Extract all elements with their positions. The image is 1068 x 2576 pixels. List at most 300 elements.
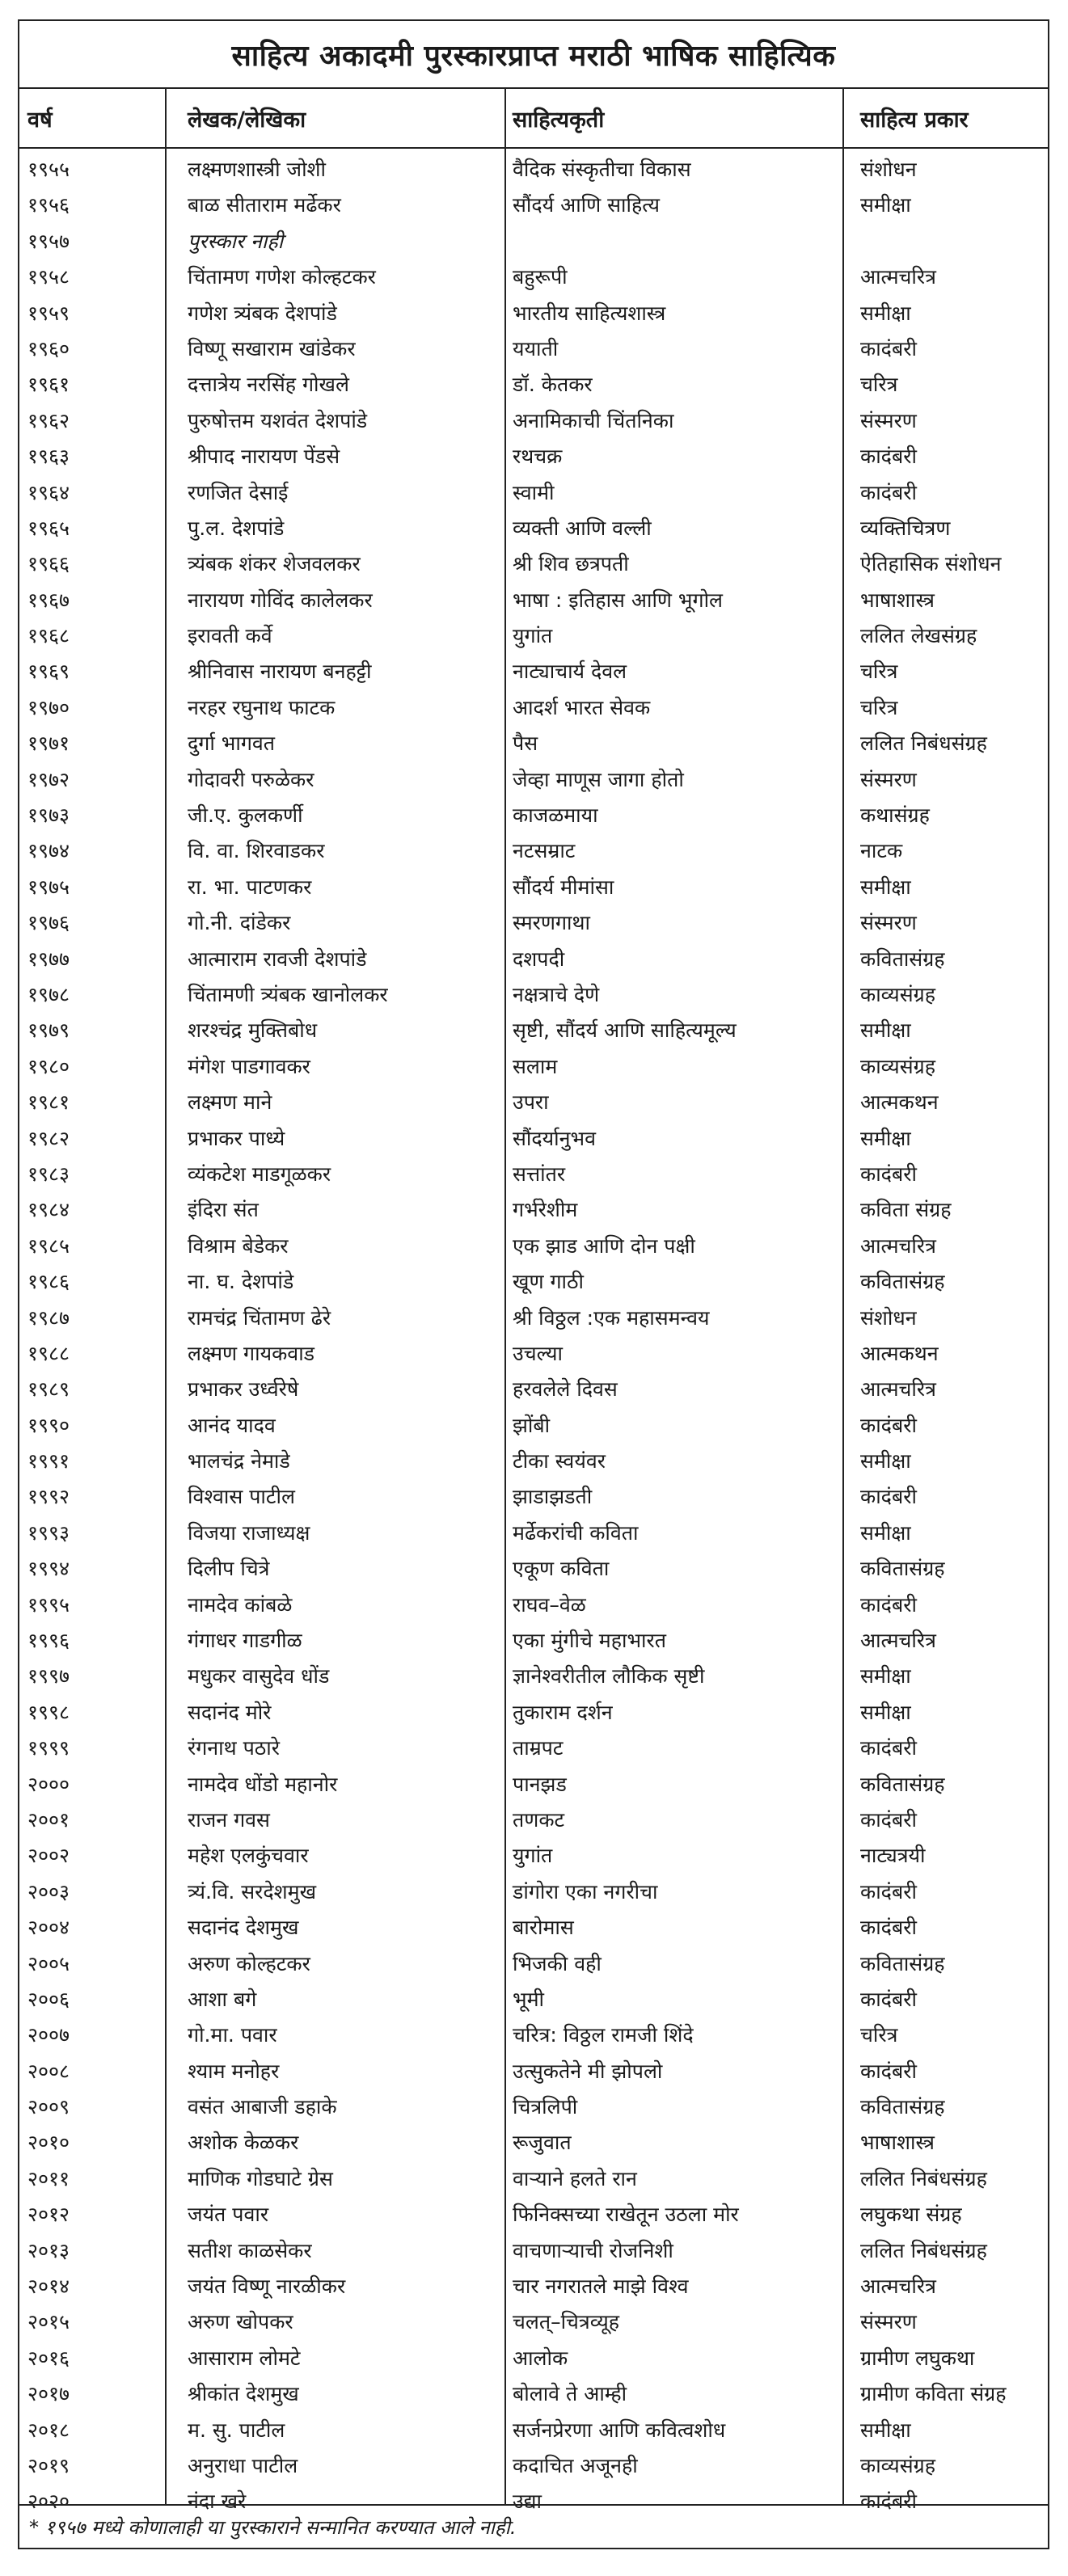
genre-cell: कादंबरी	[860, 1736, 917, 1760]
table-row	[19, 2125, 1048, 2161]
table-row	[19, 511, 1048, 546]
genre-cell: समीक्षा	[860, 2418, 911, 2442]
year-cell: २००९	[27, 2095, 70, 2119]
author-cell: ना. घ. देशपांडे	[188, 1270, 294, 1294]
author-cell: विश्वास पाटील	[188, 1485, 295, 1509]
table-row	[19, 1229, 1048, 1264]
work-cell: स्वामी	[513, 480, 555, 504]
work-cell: नक्षत्राचे देणे	[513, 982, 600, 1006]
year-cell: १९९०	[27, 1413, 70, 1437]
year-cell: १९९६	[27, 1629, 70, 1653]
genre-cell: कविता संग्रह	[860, 1198, 952, 1222]
genre-cell: कादंबरी	[860, 480, 917, 504]
genre-cell: ललित निबंधसंग्रह	[860, 2166, 987, 2190]
work-cell: भारतीय साहित्यशास्त्र	[513, 301, 666, 325]
genre-cell: संस्मरण	[860, 911, 917, 935]
year-cell: २०१६	[27, 2346, 70, 2370]
author-cell: वि. वा. शिरवाडकर	[188, 839, 325, 863]
work-cell: सलाम	[513, 1054, 558, 1078]
year-cell: २०१२	[27, 2203, 70, 2227]
table-row	[19, 798, 1048, 833]
table-row	[19, 1121, 1048, 1157]
genre-cell: समीक्षा	[860, 875, 911, 899]
year-cell: १९८८	[27, 1341, 70, 1365]
year-cell: १९६३	[27, 445, 70, 469]
table-row	[19, 1516, 1048, 1551]
genre-cell: चरित्र	[860, 695, 898, 719]
genre-cell: समीक्षा	[860, 1018, 911, 1043]
year-cell: १९६५	[27, 516, 70, 540]
genre-cell: कादंबरी	[860, 2059, 917, 2083]
table-row	[19, 1479, 1048, 1515]
genre-cell: लघुकथा संग्रह	[860, 2203, 962, 2227]
table-row	[19, 1587, 1048, 1623]
work-cell: खूण गाठी	[513, 1270, 585, 1294]
work-cell: राघव–वेळ	[513, 1592, 586, 1617]
column-header-work: साहित्यकृती	[513, 107, 605, 133]
author-cell: त्र्यं.वि. सरदेशमुख	[188, 1879, 317, 1904]
genre-cell: संशोधन	[860, 1305, 917, 1330]
work-cell: दशपदी	[513, 947, 565, 971]
genre-cell: कथासंग्रह	[860, 803, 930, 828]
author-cell: चिंतामण गणेश कोल्हटकर	[188, 265, 376, 289]
genre-cell: ग्रामीण लघुकथा	[860, 2346, 975, 2370]
year-cell: २००६	[27, 1987, 70, 2011]
year-cell: १९९७	[27, 1664, 70, 1689]
genre-cell: संस्मरण	[860, 2310, 917, 2334]
table-row	[19, 188, 1048, 223]
work-cell: एकूण कविता	[513, 1557, 610, 1581]
year-cell: १९७६	[27, 911, 70, 935]
work-cell: टीका स्वयंवर	[513, 1449, 606, 1474]
year-cell: २०११	[27, 2166, 70, 2190]
work-cell: बोलावे ते आम्ही	[513, 2382, 627, 2406]
genre-cell: आत्मकथन	[860, 1090, 939, 1115]
genre-cell: समीक्षा	[860, 1126, 911, 1150]
author-cell: सदानंद मोरे	[188, 1700, 272, 1724]
year-cell: १९९८	[27, 1700, 70, 1724]
author-cell: जी.ए. कुलकर्णी	[188, 803, 303, 828]
author-cell: आनंद यादव	[188, 1413, 276, 1437]
work-cell: व्यक्ती आणि वल्ली	[513, 516, 652, 540]
table-row	[19, 762, 1048, 798]
table-body	[19, 152, 1048, 2520]
author-cell: विश्राम बेडेकर	[188, 1233, 289, 1258]
table-row	[19, 870, 1048, 905]
work-cell: मर्ढेकरांची कविता	[513, 1520, 639, 1545]
author-cell: व्यंकटेश माडगूळकर	[188, 1162, 331, 1186]
genre-cell: कादंबरी	[860, 336, 917, 360]
year-cell: १९७९	[27, 1018, 70, 1043]
table-row	[19, 2161, 1048, 2197]
genre-cell: चरित्र	[860, 2023, 898, 2047]
table-row	[19, 654, 1048, 689]
author-cell: विजया राजाध्यक्ष	[188, 1520, 310, 1545]
year-cell: १९६२	[27, 408, 70, 432]
table-row	[19, 259, 1048, 295]
author-cell: महेश एलकुंचवार	[188, 1844, 309, 1868]
genre-cell: आत्मचरित्र	[860, 265, 936, 289]
author-cell: भालचंद्र नेमाडे	[188, 1449, 290, 1474]
author-cell: इरावती कर्वे	[188, 624, 272, 648]
table-header	[19, 89, 1048, 149]
genre-cell: कादंबरी	[860, 2490, 917, 2514]
genre-cell: कवितासंग्रह	[860, 1951, 945, 1975]
work-cell: उत्सुकतेने मी झोपलो	[513, 2059, 663, 2083]
genre-cell: कादंबरी	[860, 1807, 917, 1832]
work-cell: श्री विठ्ठल :एक महासमन्वय	[513, 1305, 710, 1330]
author-cell: दत्तात्रेय नरसिंह गोखले	[188, 373, 349, 397]
document-table	[18, 19, 1049, 2549]
author-cell: शरश्चंद्र मुक्तिबोध	[188, 1018, 318, 1043]
table-row	[19, 1408, 1048, 1444]
year-cell: १९७३	[27, 803, 70, 828]
genre-cell: नाटक	[860, 839, 903, 863]
author-cell: राजन गवस	[188, 1807, 270, 1832]
author-cell: प्रभाकर उर्ध्वरेषे	[188, 1377, 299, 1402]
year-cell: १९६४	[27, 480, 70, 504]
table-row	[19, 1551, 1048, 1587]
year-cell: २०१३	[27, 2238, 70, 2262]
year-cell: १९८९	[27, 1377, 70, 1402]
table-row	[19, 1982, 1048, 2017]
year-cell: १९६१	[27, 373, 70, 397]
author-cell: चिंतामणी त्र्यंबक खानोलकर	[188, 982, 388, 1006]
author-cell: रा. भा. पाटणकर	[188, 875, 312, 899]
table-row	[19, 1157, 1048, 1192]
year-cell: १९७१	[27, 731, 70, 756]
year-cell: १९६८	[27, 624, 70, 648]
year-cell: २०१९	[27, 2454, 70, 2477]
work-cell: रथचक्र	[513, 445, 563, 469]
year-cell: २००५	[27, 1951, 70, 1975]
table-row	[19, 942, 1048, 977]
table-row	[19, 1372, 1048, 1407]
author-cell: अरुण खोपकर	[188, 2310, 293, 2334]
year-cell: २००४	[27, 1916, 70, 1940]
table-row	[19, 1838, 1048, 1874]
genre-cell: संस्मरण	[860, 767, 917, 791]
author-cell: श्याम मनोहर	[188, 2059, 280, 2083]
author-cell: गणेश त्र्यंबक देशपांडे	[188, 301, 337, 325]
table-row	[19, 1085, 1048, 1120]
genre-cell: कवितासंग्रह	[860, 1557, 945, 1581]
table-row	[19, 1767, 1048, 1802]
work-cell: ज्ञानेश्वरीतील लौकिक सृष्टी	[513, 1664, 705, 1689]
table-row	[19, 2341, 1048, 2376]
table-row	[19, 1192, 1048, 1228]
year-cell: २०१७	[27, 2382, 70, 2406]
author-cell: अशोक केळकर	[188, 2131, 299, 2155]
work-cell: चरित्र: विठ्ठल रामजी शिंदे	[513, 2023, 694, 2047]
genre-cell: ग्रामीण कविता संग्रह	[860, 2382, 1007, 2406]
author-cell: लक्ष्मण गायकवाड	[188, 1341, 315, 1365]
table-row	[19, 475, 1048, 511]
table-row	[19, 2376, 1048, 2412]
author-cell: पुरस्कार नाही	[188, 229, 284, 253]
table-row	[19, 296, 1048, 331]
year-cell: १९८५	[27, 1233, 70, 1258]
year-cell: १९८६	[27, 1270, 70, 1294]
work-cell: सौंदर्य मीमांसा	[513, 875, 614, 899]
work-cell: एक झाड आणि दोन पक्षी	[513, 1233, 695, 1258]
author-cell: श्रीकांत देशमुख	[188, 2382, 299, 2406]
table-row	[19, 1802, 1048, 1838]
table-row	[19, 1049, 1048, 1085]
year-cell: २०२०	[27, 2490, 70, 2514]
work-cell: नटसम्राट	[513, 839, 576, 863]
table-row	[19, 224, 1048, 259]
genre-cell: आत्मकथन	[860, 1341, 939, 1365]
work-cell: झाडाझडती	[513, 1485, 593, 1509]
work-cell: कदाचित अजूनही	[513, 2454, 638, 2477]
genre-cell: कवितासंग्रह	[860, 1772, 945, 1796]
table-row	[19, 1946, 1048, 1982]
work-cell: तणकट	[513, 1807, 565, 1832]
work-cell: सृष्टी, सौंदर्य आणि साहित्यमूल्य	[513, 1018, 737, 1043]
author-cell: नामदेव कांबळे	[188, 1592, 293, 1617]
table-row	[19, 1336, 1048, 1372]
table-row	[19, 1444, 1048, 1479]
year-cell: १९७८	[27, 982, 70, 1006]
genre-cell: कादंबरी	[860, 1162, 917, 1186]
author-cell: माणिक गोडघाटे ग्रेस	[188, 2166, 333, 2190]
genre-cell: भाषाशास्त्र	[860, 588, 935, 612]
work-cell: बहुरूपी	[513, 265, 568, 289]
table-row	[19, 2448, 1048, 2484]
work-cell: स्मरणगाथा	[513, 911, 590, 935]
author-cell: श्रीनिवास नारायण बनहट्टी	[188, 660, 372, 684]
genre-cell: व्यक्तिचित्रण	[860, 516, 951, 540]
genre-cell: कादंबरी	[860, 1413, 917, 1437]
table-row	[19, 905, 1048, 941]
author-cell: विष्णू सखाराम खांडेकर	[188, 336, 356, 360]
author-cell: मधुकर वासुदेव धोंड	[188, 1664, 330, 1689]
author-cell: बाळ सीताराम मर्ढेकर	[188, 193, 341, 217]
genre-cell: समीक्षा	[860, 1664, 911, 1689]
work-cell: काजळमाया	[513, 803, 598, 828]
table-row	[19, 1623, 1048, 1659]
genre-cell: समीक्षा	[860, 1449, 911, 1474]
year-cell: १९७७	[27, 947, 70, 971]
author-cell: गंगाधर गाडगीळ	[188, 1629, 302, 1653]
work-cell: पैस	[513, 731, 538, 756]
work-cell: ताम्रपट	[513, 1736, 564, 1760]
work-cell: सौंदर्य आणि साहित्य	[513, 193, 661, 217]
genre-cell: आत्मचरित्र	[860, 1629, 936, 1653]
genre-cell: आत्मचरित्र	[860, 1377, 936, 1402]
author-cell: नरहर रघुनाथ फाटक	[188, 695, 336, 719]
genre-cell: कादंबरी	[860, 1916, 917, 1940]
author-cell: जयंत पवार	[188, 2203, 269, 2227]
work-cell: हरवलेले दिवस	[513, 1377, 618, 1402]
author-cell: रणजित देसाई	[188, 480, 289, 504]
genre-cell: ललित निबंधसंग्रह	[860, 2238, 987, 2262]
genre-cell: समीक्षा	[860, 193, 911, 217]
genre-cell: समीक्षा	[860, 1520, 911, 1545]
year-cell: २०१५	[27, 2310, 70, 2334]
table-row	[19, 618, 1048, 654]
table-row	[19, 2054, 1048, 2089]
author-cell: नामदेव धोंडो महानोर	[188, 1772, 338, 1796]
table-row	[19, 152, 1048, 188]
genre-cell: कादंबरी	[860, 1485, 917, 1509]
work-cell: बारोमास	[513, 1916, 574, 1940]
year-cell: १९८०	[27, 1054, 70, 1078]
year-cell: १९५६	[27, 193, 70, 217]
table-row	[19, 1874, 1048, 1910]
author-cell: सदानंद देशमुख	[188, 1916, 299, 1940]
author-cell: आशा बगे	[188, 1987, 257, 2011]
table-row	[19, 1731, 1048, 1766]
genre-cell: कवितासंग्रह	[860, 947, 945, 971]
table-row	[19, 2233, 1048, 2269]
table-row	[19, 403, 1048, 439]
year-cell: १९९३	[27, 1520, 70, 1545]
author-cell: दुर्गा भागवत	[188, 731, 276, 756]
page-title: साहित्य अकादमी पुरस्कारप्राप्त मराठी भाषिक साहित्यिक	[19, 21, 1048, 89]
table-row	[19, 1013, 1048, 1048]
genre-cell: नाट्यत्रयी	[860, 1844, 926, 1868]
work-cell: वैदिक संस्कृतीचा विकास	[513, 158, 691, 181]
genre-cell: संशोधन	[860, 158, 917, 181]
author-cell: आत्माराम रावजी देशपांडे	[188, 947, 367, 971]
year-cell: २०१८	[27, 2418, 70, 2442]
author-cell: प्रभाकर पाध्ये	[188, 1126, 285, 1150]
work-cell: भिजकी वही	[513, 1951, 602, 1975]
column-header-author: लेखक/लेखिका	[188, 107, 306, 133]
work-cell: डॉ. केतकर	[513, 373, 593, 397]
author-cell: नारायण गोविंद कालेलकर	[188, 588, 373, 612]
author-cell: गो.मा. पवार	[188, 2023, 277, 2047]
author-cell: रंगनाथ पठारे	[188, 1736, 280, 1760]
year-cell: १९६६	[27, 552, 70, 576]
footnote: * १९५७ मध्ये कोणालाही या पुरस्काराने सन्मानित करण्यात आले नाही.	[19, 2504, 1048, 2548]
table-row	[19, 2413, 1048, 2448]
author-cell: लक्ष्मणशास्त्री जोशी	[188, 158, 327, 181]
genre-cell: कादंबरी	[860, 1592, 917, 1617]
author-cell: म. सु. पाटील	[188, 2418, 285, 2442]
author-cell: सतीश काळसेकर	[188, 2238, 312, 2262]
author-cell: पु.ल. देशपांडे	[188, 516, 285, 540]
author-cell: नंदा खरे	[188, 2490, 247, 2514]
genre-cell: ललित निबंधसंग्रह	[860, 731, 987, 756]
year-cell: १९९१	[27, 1449, 70, 1474]
table-row	[19, 1264, 1048, 1300]
work-cell: चित्रलिपी	[513, 2095, 578, 2119]
year-cell: २००७	[27, 2023, 70, 2047]
year-cell: १९७५	[27, 875, 70, 899]
genre-cell: कादंबरी	[860, 1879, 917, 1904]
year-cell: १९७०	[27, 695, 70, 719]
year-cell: २००२	[27, 1844, 70, 1868]
genre-cell: ऐतिहासिक संशोधन	[860, 552, 1002, 576]
genre-cell: ललित लेखसंग्रह	[860, 624, 977, 648]
genre-cell: काव्यसंग्रह	[860, 2454, 936, 2477]
year-cell: १९९४	[27, 1557, 70, 1581]
author-cell: रामचंद्र चिंतामण ढेरे	[188, 1305, 331, 1330]
work-cell: तुकाराम दर्शन	[513, 1700, 613, 1724]
year-cell: १९५८	[27, 265, 70, 289]
table-row	[19, 1659, 1048, 1694]
work-cell: ययाती	[513, 336, 559, 360]
work-cell: एका मुंगीचे महाभारत	[513, 1629, 666, 1653]
work-cell: पानझड	[513, 1772, 567, 1796]
year-cell: १९६९	[27, 660, 70, 684]
genre-cell: कवितासंग्रह	[860, 2095, 945, 2119]
author-cell: त्र्यंबक शंकर शेजवलकर	[188, 552, 361, 576]
author-cell: श्रीपाद नारायण पेंडसे	[188, 445, 340, 469]
work-cell: फिनिक्सच्या राखेतून उठला मोर	[513, 2203, 739, 2227]
year-cell: २००८	[27, 2059, 70, 2083]
year-cell: १९७२	[27, 767, 70, 791]
column-header-year: वर्ष	[27, 107, 53, 133]
work-cell: अनामिकाची चिंतनिका	[513, 408, 674, 432]
year-cell: २०१४	[27, 2275, 70, 2299]
author-cell: अरुण कोल्हटकर	[188, 1951, 310, 1975]
author-cell: जयंत विष्णू नारळीकर	[188, 2275, 346, 2299]
year-cell: १९८२	[27, 1126, 70, 1150]
table-row	[19, 583, 1048, 618]
author-cell: गोदावरी परुळेकर	[188, 767, 314, 791]
genre-cell: कादंबरी	[860, 445, 917, 469]
genre-cell: आत्मचरित्र	[860, 2275, 936, 2299]
genre-cell: चरित्र	[860, 373, 898, 397]
work-cell: गर्भरेशीम	[513, 1198, 578, 1222]
genre-cell: समीक्षा	[860, 301, 911, 325]
author-cell: आसाराम लोमटे	[188, 2346, 301, 2370]
year-cell: १९५७	[27, 229, 70, 253]
table-row	[19, 2304, 1048, 2340]
table-row	[19, 1695, 1048, 1731]
work-cell: उद्या	[513, 2490, 542, 2514]
work-cell: सौंदर्यानुभव	[513, 1126, 596, 1150]
table-row	[19, 439, 1048, 474]
work-cell: जेव्हा माणूस जागा होतो	[513, 767, 684, 791]
table-row	[19, 367, 1048, 403]
work-cell: आलोक	[513, 2346, 568, 2370]
genre-cell: काव्यसंग्रह	[860, 1054, 936, 1078]
work-cell: युगांत	[513, 1844, 553, 1868]
genre-cell: कवितासंग्रह	[860, 1270, 945, 1294]
work-cell: चलत्–चित्रव्यूह	[513, 2310, 620, 2334]
genre-cell: भाषाशास्त्र	[860, 2131, 935, 2155]
year-cell: १९९९	[27, 1736, 70, 1760]
genre-cell: कादंबरी	[860, 1987, 917, 2011]
year-cell: १९९५	[27, 1592, 70, 1617]
author-cell: इंदिरा संत	[188, 1198, 259, 1222]
work-cell: डांगोरा एका नगरीचा	[513, 1879, 658, 1904]
column-header-genre: साहित्य प्रकार	[860, 107, 969, 133]
author-cell: दिलीप चित्रे	[188, 1557, 270, 1581]
table-row	[19, 2089, 1048, 2125]
year-cell: १९८४	[27, 1198, 70, 1222]
table-row	[19, 1910, 1048, 1946]
work-cell: भूमी	[513, 1987, 545, 2011]
table-row	[19, 1301, 1048, 1336]
author-cell: पुरुषोत्तम यशवंत देशपांडे	[188, 408, 368, 432]
year-cell: १९८७	[27, 1305, 70, 1330]
year-cell: १९५९	[27, 301, 70, 325]
work-cell: रूजुवात	[513, 2131, 572, 2155]
year-cell: १९८१	[27, 1090, 70, 1115]
year-cell: १९६७	[27, 588, 70, 612]
author-cell: वसंत आबाजी डहाके	[188, 2095, 337, 2119]
work-cell: आदर्श भारत सेवक	[513, 695, 651, 719]
genre-cell: आत्मचरित्र	[860, 1233, 936, 1258]
year-cell: १९७४	[27, 839, 70, 863]
year-cell: २००३	[27, 1879, 70, 1904]
